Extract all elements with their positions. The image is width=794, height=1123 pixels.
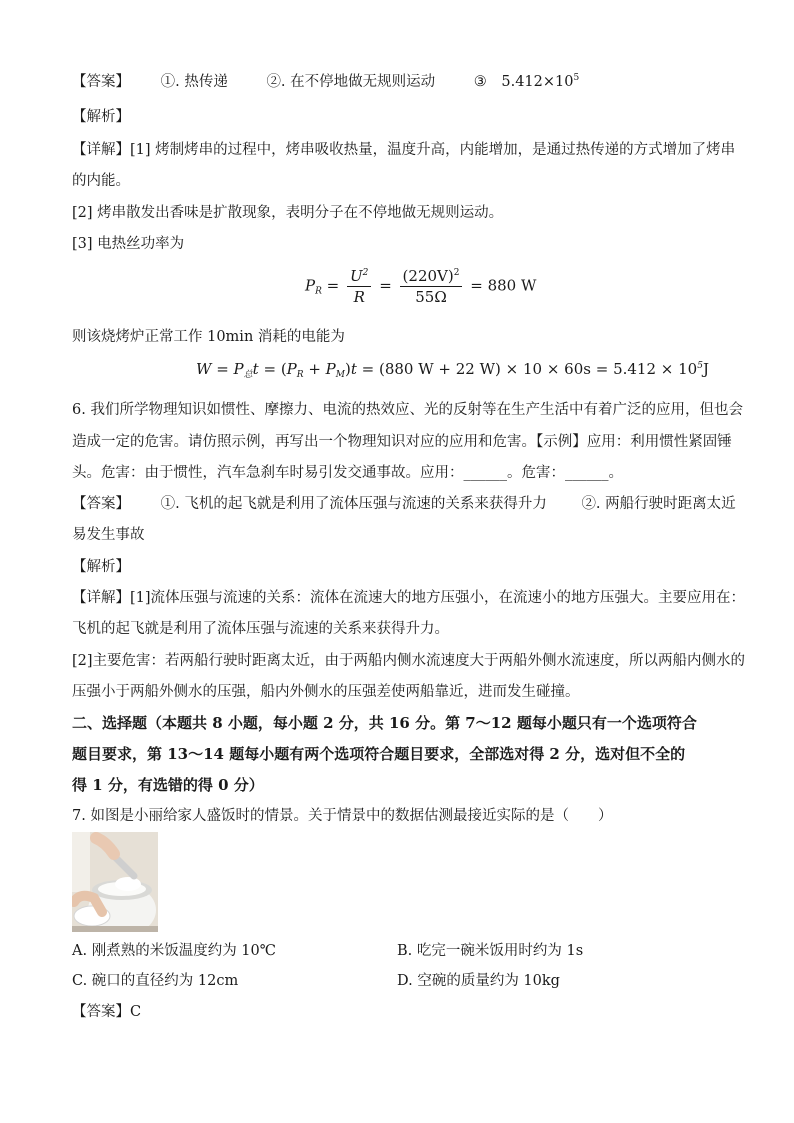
q6-detail-line-1: 【详解】[1]流体压强与流速的关系：流体在流速大的地方压强小，在流速小的地方压强大。主要应用在： [72, 590, 746, 606]
q5-detail-line-1: 【详解】[1] 烤制烤串的过程中，烤串吸收热量，温度升高，内能增加，是通过热传递的方式增加了烤串 [72, 142, 736, 158]
q7-answer: C [130, 1004, 142, 1020]
q6-answer-line [72, 494, 736, 514]
q5-answer-3-label: ③ [473, 74, 487, 90]
q6-detail-line-2: 飞机的起飞就是利用了流体压强与流速的关系来获得升力。 [72, 621, 449, 637]
q6-stem-line-3: 头。危害：由于惯性，汽车急刹车时易引发交通事故。应用：______。危害：______。 [72, 465, 623, 481]
q7-option-c: C. 碗口的直径约为 12cm [72, 973, 239, 989]
q5-eq2-intro: 则该烧烤炉正常工作 10min 消耗的电能为 [72, 329, 345, 345]
q5-answer-line [72, 72, 579, 92]
q6-answer-2: ②. 两船行驶时距离太近 [581, 496, 736, 512]
answer-tag: 【答案】 [72, 496, 130, 512]
q6-answer-1: ①. 飞机的起飞就是利用了流体压强与流速的关系来获得升力 [160, 496, 547, 512]
energy-equation: $W = P_总t = (P_R + P_M)t = (880$ W + 22 $W) \times 10 \times 60s = 5.412 \times 10^5J$ [196, 360, 709, 380]
q5-analysis-tag: 【解析】 [72, 109, 130, 125]
q6-analysis-tag: 【解析】 [72, 559, 130, 575]
q7-option-d: D. 空碗的质量约为 10kg [397, 973, 560, 989]
power-equation: $P_R$ = $\frac{U^2}{R}$ = $\frac{(220V)^2}{55\Omega}$ = 880 W [305, 267, 537, 306]
q6-detail-line-3: [2]主要危害：若两船行驶时距离太近，由于两船内侧水流速度大于两船外侧水流速度，所以两船内侧水的 [72, 653, 746, 669]
q7-stem: 7. 如图是小丽给家人盛饭时的情景。关于情景中的数据估测最接近实际的是（ ） [72, 808, 613, 824]
q5-detail-3: [3] 电热丝功率为 [72, 236, 185, 252]
q5-detail-2: [2] 烤串散发出香味是扩散现象，表明分子在不停地做无规则运动。 [72, 205, 504, 221]
q7-option-a: A. 刚煮熟的米饭温度约为 10℃ [72, 943, 276, 959]
q5-detail-line-2: 的内能。 [72, 173, 130, 189]
answer-tag: 【答案】 [72, 74, 130, 90]
q6-answer-line-2: 易发生事故 [72, 527, 145, 543]
q6-detail-line-4: 压强小于两船外侧水的压强，船内外侧水的压强差使两船靠近，进而发生碰撞。 [72, 684, 580, 700]
q5-answer-3-value: $5.412\times 10^5$ [501, 73, 580, 90]
q7-answer-line [72, 1002, 141, 1022]
q5-answer-1: ①. 热传递 [160, 74, 228, 90]
q7-option-b: B. 吃完一碗米饭用时约为 1s [397, 943, 584, 959]
q5-answer-2: ②. 在不停地做无规则运动 [266, 74, 436, 90]
section-2-heading-line-1: 二、选择题（本题共 8 小题，每小题 2 分，共 16 分。第 7～12 题每小题只有一个选项符合 [72, 714, 697, 732]
q6-stem-line-2: 造成一定的危害。请仿照示例，再写出一个物理知识对应的应用和危害。【示例】应用：利用惯性紧固锤 [72, 434, 732, 450]
rice-cooker-illustration [72, 832, 158, 932]
section-2-heading-line-2: 题目要求，第 13～14 题每小题有两个选项符合题目要求，全部选对得 2 分，选对但不全的 [72, 745, 686, 763]
section-2-heading-line-3: 得 1 分，有选错的得 0 分） [72, 776, 264, 794]
q6-stem-line-1: 6. 我们所学物理知识如惯性、摩擦力、电流的热效应、光的反射等在生产生活中有着广泛的应用，但也会 [72, 402, 743, 418]
rice-serving-photo [72, 832, 158, 932]
answer-tag: 【答案】 [72, 1004, 130, 1020]
